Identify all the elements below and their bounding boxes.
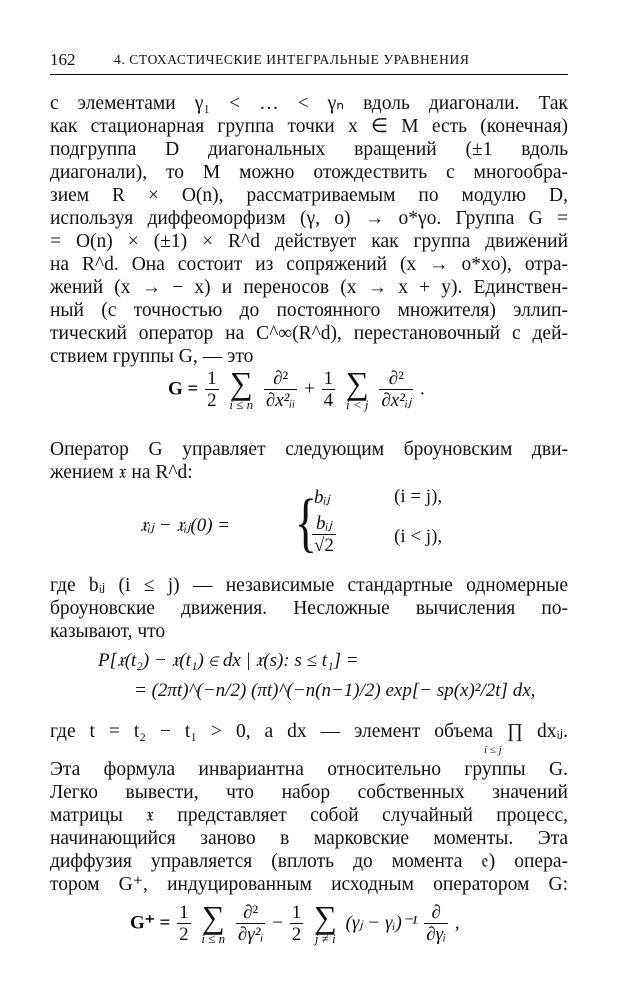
text-line: на R^d. Она состоит из сопряжений (x → o*xo), отра- [50,254,568,275]
fraction-second-derivative: $\frac{\text{∂²}}{\text{∂x²ᵢⱼ}}$ [381,367,412,411]
text-line: броуновские движения. Несложные вычисления по- [50,598,568,619]
text-line: ствием группы G, — это [50,346,254,367]
sum-symbol: ∑ i < j [345,365,369,412]
minus-sign: − [272,912,283,934]
sum-symbol: ∑ i ≤ n [201,899,226,946]
text-line: начинающийся заново в марковские моменты. Эта [50,828,568,849]
text-line: Оператор G управляет следующим броуновским дви- [50,439,568,460]
text-line: где bᵢⱼ (i ≤ j) — независимые стандартные одномерные [50,575,568,596]
text-line: = O(n) × (±1) × R^d действует как группа движений [50,231,568,252]
equation-brownian-motion [50,480,568,572]
left-brace: { [294,486,317,559]
text-line: ный (с точностью до постоянного множителя) эллип- [50,300,568,321]
fraction-half: $\frac{1}{2}$ [207,367,217,411]
fraction-half: $\frac{1}{2}$ [179,901,189,945]
text-line: тический оператор на C^∞(R^d), перестановочный с дей- [50,323,568,344]
text-line: как стационарная группа точки x ∈ M есть (конечная) [50,116,568,137]
case-2-condition: (i < j), [394,526,443,547]
comma: , [454,912,460,934]
plus-sign: + [304,378,315,400]
text-line: казывают, что [50,621,166,642]
eq-term: (γⱼ − γᵢ)⁻¹ [345,912,418,934]
text-line: Эта формула инвариантна относительно группы G. [50,759,568,780]
sum-symbol: ∑ i ≤ n [229,365,254,412]
case-1-condition: (i = j), [394,486,443,507]
text-line: где t = t₂ − t₁ > 0, а dx — элемент объема ∏ dxᵢⱼ. [50,721,568,742]
fraction-second-derivative: $\frac{\text{∂²}}{\text{∂γ²ᵢ}}$ [237,901,264,945]
eq-line-1: P[𝔵(t₂) − 𝔵(t₁) ∈ dx | 𝔵(s): s ≤ t₁] = [98,650,359,671]
case-2-value: bᵢⱼ √2 [314,513,334,556]
eq-lhs: G = [168,378,199,400]
fraction-quarter: $\frac{1}{4}$ [323,367,334,411]
equation-induced-operator [50,899,568,972]
text-line: подгруппа D диагональных вращений (±1 вдоль [50,139,568,160]
running-title: 4. СТОХАСТИЧЕСКИЕ ИНТЕГРАЛЬНЫЕ УРАВНЕНИЯ [114,52,470,67]
page-number: 162 [50,50,76,69]
text-line: диагонали), то M можно отождествить с многообра- [50,162,568,183]
case-1-value: bᵢⱼ [314,487,330,508]
page-header [50,48,568,75]
product-index: i ≤ j [484,744,502,756]
eq-line-2: = (2πt)^(−n/2) (πt)^(−n(n−1)/2) exp[− sp(x)²/2t] dx, [134,680,536,701]
sum-symbol: ∑ j ≠ i [313,899,337,946]
text-line: диффузия управляется (вплоть до момента 𝔢) опера- [50,851,568,872]
period: . [420,378,425,400]
equation-generator [50,365,568,430]
eq-lhs: 𝔵ᵢⱼ − 𝔵ᵢⱼ(0) = [140,515,231,536]
text-line: с элементами γ₁ < … < γₙ вдоль диагонали. Так [50,93,568,114]
fraction-derivative: $\frac{\partial}{\text{∂γᵢ}}$ [426,901,447,945]
text-line: тором G⁺, индуцированным исходным оператором G: [50,874,568,895]
text-line: используя диффеоморфизм (γ, o) → o*γo. Группа G = [50,208,568,229]
text-line: жением 𝔵 на R^d: [50,462,193,483]
eq-lhs: G⁺ = [130,912,171,934]
text-line: жений (x → − x) и переносов (x → x + y). Единствен- [50,277,568,298]
equation-transition-density [50,650,568,710]
text-line: Легко вывести, что набор собственных значений [50,782,568,803]
text-line: зием R × O(n), рассматриваемым по модулю D, [50,185,568,206]
text-line: матрицы 𝔵 представляет собой случайный процесс, [50,805,568,826]
fraction-second-derivative: $\frac{\text{∂²}}{\text{∂x²ᵢᵢ}}$ [265,367,296,411]
fraction-half: $\frac{1}{2}$ [291,901,302,945]
